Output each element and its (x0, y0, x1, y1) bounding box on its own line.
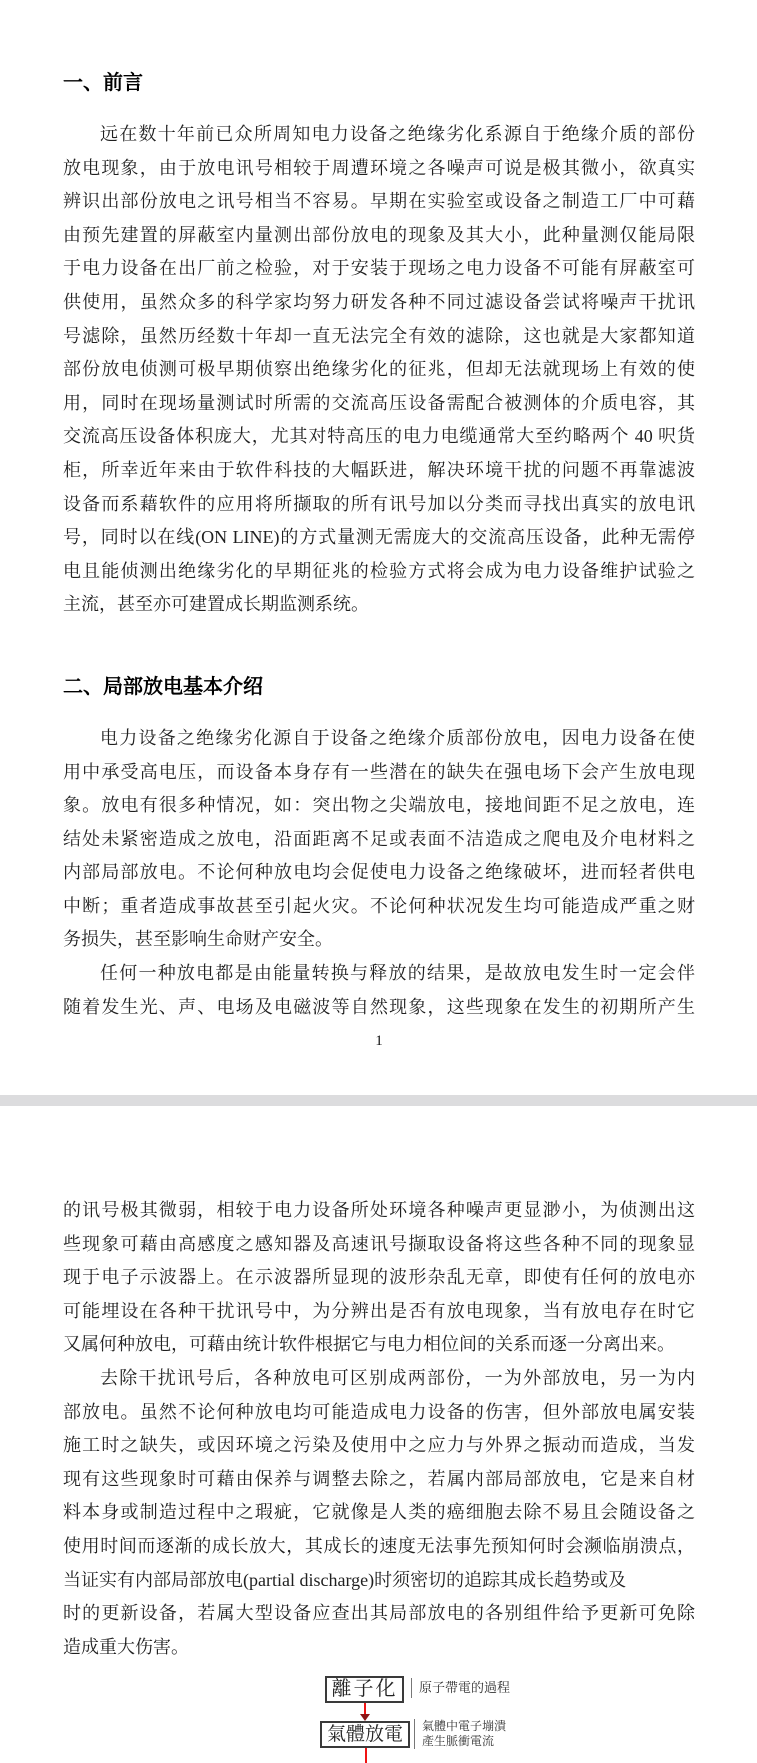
text-line: 随着发生光、声、电场及电磁波等自然现象，这些现象在发生的初期所产生 (63, 996, 695, 1017)
text-line: 现有这些现象时可藉由保养与调整去除之，若属内部局部放电，它是来自材 (63, 1468, 695, 1489)
text-line: 去除干扰讯号后，各种放电可区别成两部份，一为外部放电，另一为内 (100, 1367, 695, 1388)
diagram-note-ionization: 原子帶電的過程 (411, 1678, 510, 1698)
diagram-note-gas-discharge-line1: 氣體中電子塴潰 (422, 1719, 507, 1734)
paragraph (63, 957, 695, 1024)
page-number: 1 (375, 1033, 383, 1050)
text-line: 电且能侦测出绝缘劣化的早期征兆的检验方式将会成为电力设备维护试验之 (63, 560, 695, 581)
diagram-note-gas-discharge (414, 1719, 506, 1749)
down-arrow-head-icon (360, 1714, 370, 1721)
text-line: 供使用，虽然众多的科学家均努力研发各种不同过滤设备尝试将噪声干扰讯 (63, 291, 695, 312)
diagram-note-gas-discharge-line2: 產生脈衝電流 (422, 1734, 495, 1749)
section-1-body (63, 118, 695, 622)
paragraph (63, 1194, 695, 1362)
text-line: 又属何种放电，可藉由统计软件根据它与电力相位间的关系而逐一分离出来。 (63, 1334, 675, 1355)
section-2-body (63, 722, 695, 1024)
text-line: 部放电。虽然不论何种放电均可能造成电力设备的伤害，但外部放电属安装 (63, 1401, 695, 1422)
text-line: 些现象可藉由高感度之感知器及高速讯号撷取设备将这些各种不同的现象显 (63, 1233, 695, 1254)
text-line: 辨识出部份放电之讯号相当不容易。早期在实验室或设备之制造工厂中可藉 (63, 191, 695, 212)
discharge-flow-diagram (63, 1674, 695, 1763)
text-line: 放电现象，由于放电讯号相较于周遭环境之各噪声可说是极其微小，欲真实 (63, 157, 695, 178)
text-line: 施工时之缺失，或因环境之污染及使用中之应力与外界之振动而造成，当发 (63, 1435, 695, 1456)
section-2-heading: 二、局部放电基本介绍 (63, 675, 263, 698)
text-line: 务损失，甚至影响生命财产安全。 (63, 929, 333, 950)
page-2-body (63, 1194, 695, 1664)
text-line: 象。放电有很多种情况，如：突出物之尖端放电，接地间距不足之放电，连 (63, 795, 695, 816)
text-line: 用中承受高电压，而设备本身存有一些潜在的缺失在强电场下会产生放电现 (63, 761, 695, 782)
diagram-box-ionization: 離子化 (325, 1676, 404, 1703)
text-line: 交流高压设备体积庞大，尤其对特高压的电力电缆通常大至约略两个 40 呎货 (63, 426, 695, 447)
text-line: 设备而系藉软件的应用将所撷取的所有讯号加以分类而寻找出真实的放电讯 (63, 493, 695, 514)
diagram-box-gas-discharge: 氣體放電 (320, 1721, 410, 1748)
text-line: 号，同时以在线(ON LINE)的方式量测无需庞大的交流高压设备，此种无需停 (63, 527, 695, 548)
text-line: 可能埋设在各种干扰讯号中，为分辨出是否有放电现象，当有放电存在时它 (63, 1300, 695, 1321)
text-line: 部份放电侦测可极早期侦察出绝缘劣化的征兆，但却无法就现场上有效的使 (63, 359, 695, 380)
text-line: 任何一种放电都是由能量转换与释放的结果，是故放电发生时一定会伴 (100, 963, 695, 984)
text-line: 的讯号极其微弱，相较于电力设备所处环境各种噪声更显渺小，为侦测出这 (63, 1200, 695, 1220)
text-line: 造成重大伤害。 (63, 1636, 189, 1657)
text-line: 远在数十年前已众所周知电力设备之绝缘劣化系源自于绝缘介质的部份 (100, 124, 695, 144)
text-line: 电力设备之绝缘劣化源自于设备之绝缘介质部份放电，因电力设备在使 (100, 727, 695, 748)
down-arrow-line-icon (365, 1748, 367, 1763)
text-line: 使用时间而逐渐的成长放大，其成长的速度无法事先预知何时会濒临崩溃点， (63, 1535, 695, 1556)
text-line: 料本身或制造过程中之瑕疵，它就像是人类的癌细胞去除不易且会随设备之 (63, 1502, 695, 1523)
page-gap-divider (0, 1095, 757, 1106)
text-line: 结处未紧密造成之放电，沿面距离不足或表面不洁造成之爬电及介电材料之 (63, 828, 695, 849)
paragraph (63, 1362, 695, 1664)
text-line: 时的更新设备，若属大型设备应查出其局部放电的各别组件给予更新可免除 (63, 1603, 695, 1624)
text-line: 中断；重者造成事故甚至引起火灾。不论何种状况发生均可能造成严重之财 (63, 895, 695, 916)
text-line: 由预先建置的屏蔽室内量测出部份放电的现象及其大小，此种量测仅能局限 (63, 224, 695, 245)
text-line: 用，同时在现场量测试时所需的交流高压设备需配合被测体的介质电容，其 (63, 392, 695, 413)
text-line: 柜，所幸近年来由于软件科技的大幅跃进，解决环境干扰的问题不再靠滤波 (63, 459, 695, 480)
section-1-heading: 一、前言 (63, 72, 143, 94)
paragraph (63, 722, 695, 957)
text-line: 当证实有内部局部放电(partial discharge)时须密切的追踪其成长趋势或及 (63, 1569, 627, 1590)
text-line: 主流，甚至亦可建置成长期监测系统。 (63, 594, 369, 615)
text-line: 现于电子示波器上。在示波器所显现的波形杂乱无章，即使有任何的放电亦 (63, 1267, 695, 1288)
text-line: 内部局部放电。不论何种放电均会促使电力设备之绝缘破坏，进而轻者供电 (63, 862, 695, 883)
text-line: 号滤除，虽然历经数十年却一直无法完全有效的滤除，这也就是大家都知道 (63, 325, 695, 346)
document-page-2 (0, 1106, 757, 1763)
text-line: 于电力设备在出厂前之检验，对于安装于现场之电力设备不可能有屏蔽室可 (63, 258, 695, 279)
paragraph (63, 118, 695, 622)
